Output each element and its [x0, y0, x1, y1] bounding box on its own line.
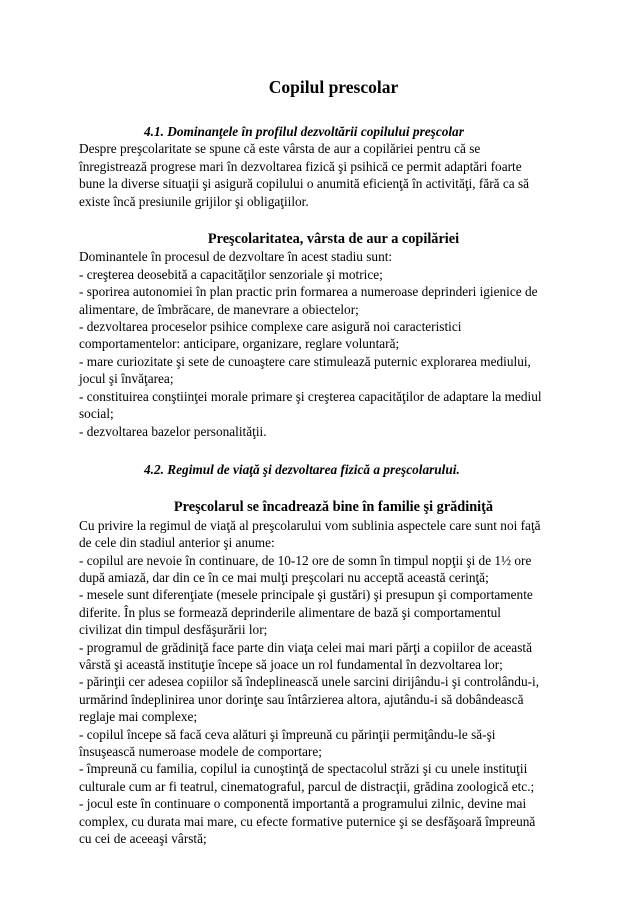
- text-line: alimentare, de îmbrăcare, de manevrare a obiectelor;: [79, 301, 359, 317]
- text-line: Dominantele în procesul de dezvoltare în acest stadiu sunt:: [79, 249, 393, 265]
- spacer: [79, 478, 582, 499]
- text-line: Despre preşcolaritate se spune că este vârsta de aur a copilăriei pentru că se: [79, 141, 481, 157]
- section-4-1-heading: 4.1. Dominanţele în profilul dezvoltării copilului preşcolar: [144, 124, 464, 139]
- text-line: social;: [79, 406, 114, 422]
- prescolaritatea-heading: Preşcolaritatea, vârsta de aur a copilăriei: [207, 231, 460, 248]
- text-line: - dezvoltarea bazelor personalităţii.: [79, 423, 267, 439]
- text-line: de cele din stadiul anterior şi anume:: [79, 535, 275, 551]
- text-line: bune la diverse situaţii şi asigură copilului o anumită eficienţă în activităţi, fără ca să: [79, 176, 530, 192]
- text-line: comportamentelor: anticipare, organizare, reglare voluntară;: [79, 336, 400, 352]
- text-line: diferite. În plus se formează deprinderile alimentare de bază şi comportamentul: [79, 604, 501, 620]
- text-line: reglaje mai complexe;: [79, 709, 198, 725]
- document-title: Copilul prescolar: [268, 77, 399, 97]
- spacer: [79, 210, 582, 231]
- text-line: civilizat din timpul desfăşurării lor;: [79, 622, 268, 638]
- text-line: - dezvoltarea proceselor psihice complexe care asigură noi caracteristici: [79, 319, 462, 335]
- text-line: - jocul este în continuare o componentă importantă a programului zilnic, devine mai: [79, 796, 527, 812]
- text-line: - copilul începe să facă ceva alături şi împreună cu părinţii permiţându-le să-şi: [79, 726, 496, 742]
- spacer: [79, 440, 582, 461]
- dominantele-paragraph: [79, 248, 582, 439]
- text-line: - părinţii cer adesea copiilor să îndeplinească unele sarcini dirijându-i şi controlându-i,: [79, 674, 540, 690]
- text-line: existe încă presiunile grijilor şi obligaţiilor.: [79, 193, 309, 209]
- text-line: însuşească numeroase modele de comportare;: [79, 744, 322, 759]
- text-line: - mesele sunt diferenţiate (mesele principale şi gustări) şi presupun şi comportamente: [79, 587, 533, 603]
- text-line: urmărind îndeplinirea unor dorinţe sau întârzierea altora, ajutându-i să dobândească: [79, 691, 524, 707]
- section-4-1-paragraph: [79, 140, 582, 210]
- text-line: - copilul are nevoie în continuare, de 10-12 ore de somn în timpul nopţii şi de 1½ ore: [79, 552, 532, 568]
- text-line: - sporirea autonomiei în plan practic prin formarea a numeroase deprinderi igienice de: [79, 284, 538, 300]
- text-line: - programul de grădiniţă face parte din viaţa celei mai mari părţi a copiilor de această: [79, 639, 532, 655]
- text-line: - creşterea deosebită a capacităţilor senzoriale şi motrice;: [79, 266, 383, 282]
- text-line: vârstă şi această instituţie începe să joace un rol fundamental în dezvoltarea lor;: [79, 656, 503, 672]
- section-4-2-heading: 4.2. Regimul de viaţă şi dezvoltarea fizică a preşcolarului.: [144, 461, 460, 477]
- text-line: cu cei de aceeaşi vârstă;: [79, 831, 207, 847]
- text-line: după amiază, dar din ce în ce mai mulţi preşcolari nu acceptă această cerinţă;: [79, 569, 489, 585]
- text-line: culturale cum ar fi teatrul, cinematograful, parcul de distracţii, grădina zoologică etc.;: [79, 778, 535, 794]
- text-line: Cu privire la regimul de viaţă al preşcolarului vom sublinia aspectele care sunt noi faţă: [79, 517, 541, 533]
- text-line: complex, cu durata mai mare, cu efecte formative puternice şi se desfăşoară împreună: [79, 813, 536, 829]
- text-line: înregistrează progrese mari în dezvoltarea fizică şi psihică ce permit adaptări foarte: [79, 158, 522, 174]
- text-line: - constituirea conştiinţei morale primare şi creşterea capacităţilor de adaptare la mediul: [79, 388, 542, 404]
- text-line: - mare curiozitate şi sete de cunoaştere care stimulează puternic explorarea mediului,: [79, 353, 531, 369]
- text-line: - împreună cu familia, copilul ia cunoştinţă de spectacolul străzi şi cu unele instituţii: [79, 761, 528, 777]
- regimul-de-viata-paragraph: [79, 517, 582, 848]
- familie-gradinita-heading: Preşcolarul se încadrează bine în familie şi grădiniţă: [173, 499, 494, 516]
- text-line: jocul şi învăţarea;: [79, 371, 174, 387]
